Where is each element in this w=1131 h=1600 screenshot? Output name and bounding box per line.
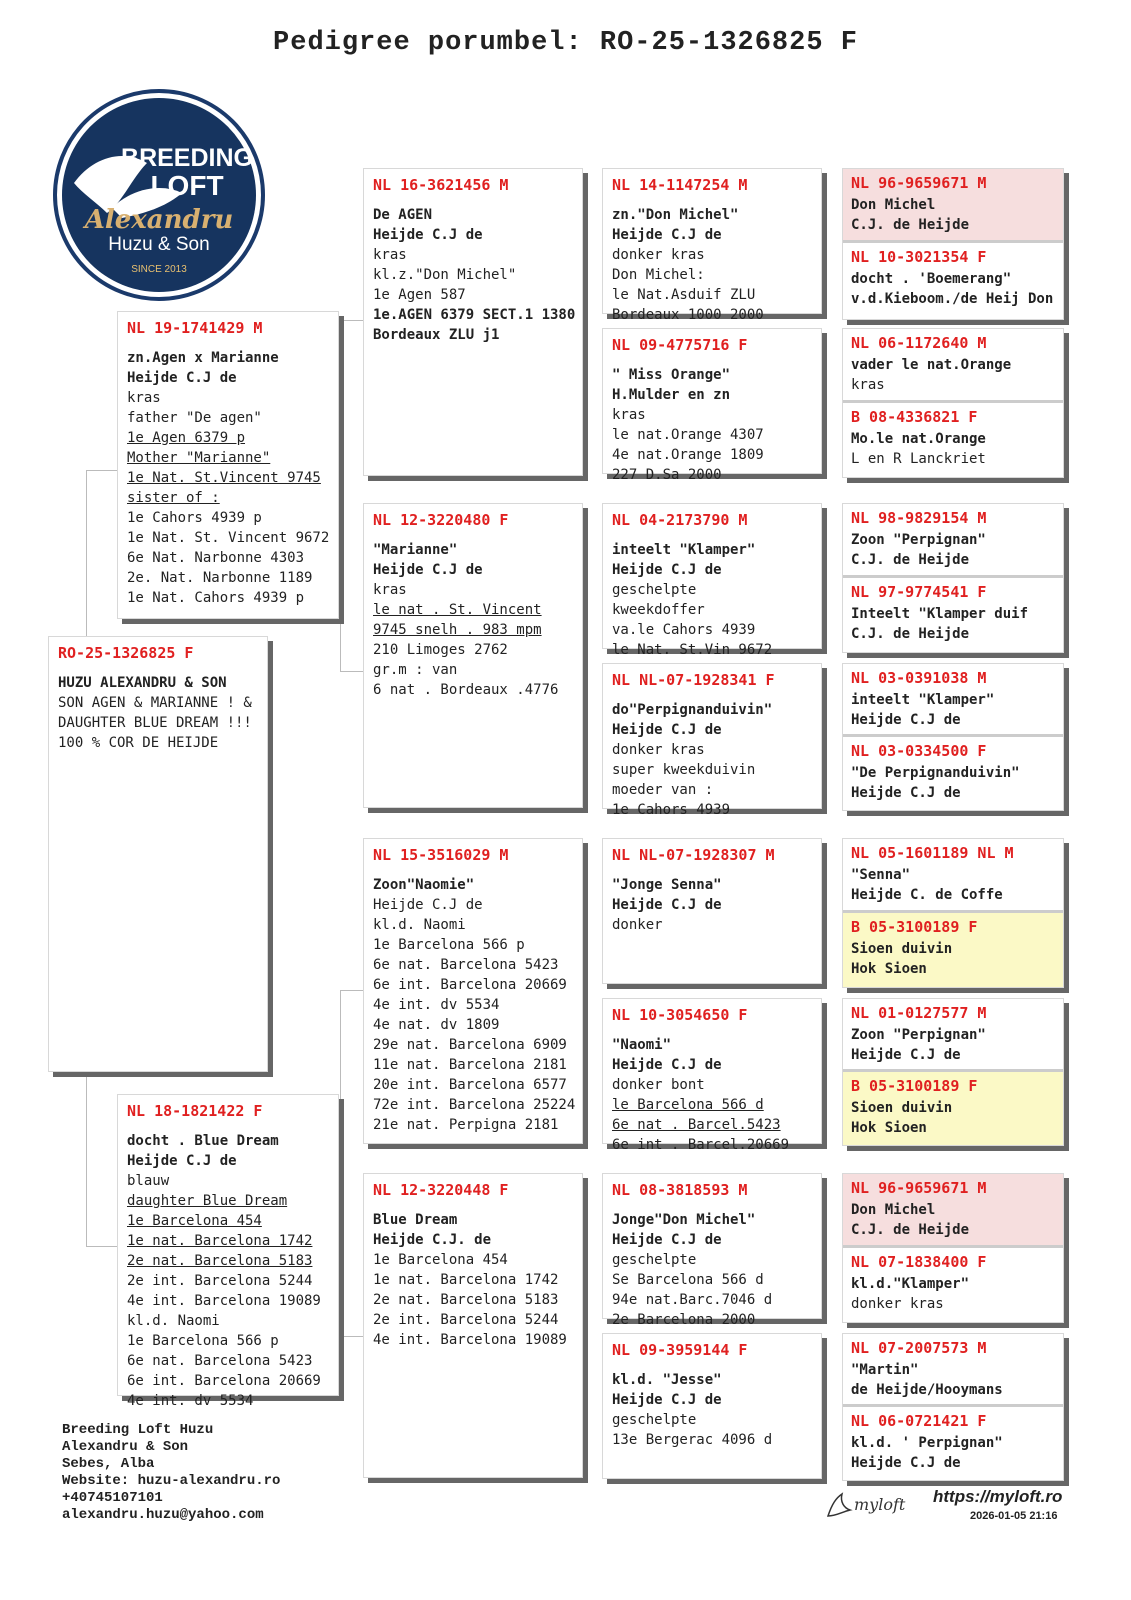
gen4-pair-2 (842, 503, 1064, 653)
gen4-ring: B 05-3100189 F (851, 1077, 978, 1095)
gen3-line: donker (612, 917, 663, 933)
dam-line: blauw (127, 1173, 170, 1189)
footer-phone[interactable]: +40745107101 (62, 1490, 163, 1506)
gen2-line: Heijde C.J de (373, 227, 483, 243)
gen4-line: "De Perpignanduivin" (851, 765, 1020, 781)
gen3-line: Don Michel: (612, 267, 705, 283)
dam-line: 2e int. Barcelona 5244 (127, 1273, 313, 1289)
gen4-line: Hok Sioen (851, 961, 927, 977)
gen4-line: Don Michel (851, 1202, 936, 1218)
gen4-card-14[interactable] (843, 1334, 1063, 1407)
sire-line: father "De agen" (127, 410, 262, 426)
gen3-card-0[interactable] (602, 168, 822, 323)
gen4-ring: B 08-4336821 F (851, 408, 978, 426)
gen4-pair-4 (842, 838, 1064, 988)
gen3-line: " Miss Orange" (612, 367, 731, 383)
gen3-line: Heijde C.J de (612, 1057, 722, 1073)
gen2-line: 29e nat. Barcelona 6909 (373, 1037, 567, 1053)
dam-line: 4e int. Barcelona 19089 (127, 1293, 321, 1309)
gen2-line: Zoon"Naomie" (373, 877, 475, 893)
gen4-line: C.J. de Heijde (851, 552, 970, 568)
gen3-line: H.Mulder en zn (612, 387, 731, 403)
sire-line: kras (127, 390, 161, 406)
dam-line: Heijde C.J de (127, 1153, 237, 1169)
gen4-line: kl.d."Klamper" (851, 1276, 970, 1292)
gen2-line: le nat . St. Vincent (373, 602, 542, 618)
logo-line2: LOFT (150, 170, 224, 201)
gen2-line: Heijde C.J. de (373, 1232, 492, 1248)
dam-line: 6e int. Barcelona 20669 (127, 1373, 321, 1389)
gen3-ring: NL 09-4775716 F (612, 336, 748, 354)
sire-line: 6e Nat. Narbonne 4303 (127, 550, 305, 566)
gen4-line: donker kras (851, 1296, 944, 1312)
gen4-pair-1 (842, 328, 1064, 478)
gen3-line: 94e nat.Barc.7046 d (612, 1292, 773, 1308)
gen3-line: super kweekduivin (612, 762, 756, 778)
gen4-card-12[interactable] (843, 1174, 1063, 1248)
gen2-line: 4e int. dv 5534 (373, 997, 500, 1013)
gen4-line: Heijde C.J de (851, 712, 961, 728)
gen4-line: "Senna" (851, 867, 911, 883)
gen3-ring: NL 08-3818593 M (612, 1181, 748, 1199)
logo-since: SINCE 2013 (131, 264, 187, 275)
myloft-text: myloft (854, 1495, 906, 1514)
gen3-line: 1e Cahors 4939 (612, 802, 731, 818)
sire-line: 1e Nat. St.Vincent 9745 (127, 470, 321, 486)
sire-line: 1e Nat. St. Vincent 9672 (127, 530, 330, 546)
gen4-line: L en R Lanckriet (851, 451, 986, 467)
gen4-card-4[interactable] (843, 504, 1063, 578)
gen2-line: 6e nat. Barcelona 5423 (373, 957, 559, 973)
gen2-line: 1e.AGEN 6379 SECT.1 1380 (373, 307, 576, 323)
gen4-line: kl.d. ' Perpignan" (851, 1435, 1003, 1451)
gen2-line: 11e nat. Barcelona 2181 (373, 1057, 567, 1073)
gen4-line: docht . 'Boemerang" (851, 271, 1012, 287)
gen2-line: Heijde C.J de (373, 897, 483, 913)
gen3-line: le Nat. St.Vin 9672 (612, 642, 773, 658)
gen4-pair-3 (842, 663, 1064, 811)
gen2-line: 1e Barcelona 566 p (373, 937, 525, 953)
gen4-line: Zoon "Perpignan" (851, 532, 986, 548)
dam-line: daughter Blue Dream (127, 1193, 288, 1209)
subject-card[interactable] (48, 636, 268, 1072)
gen3-line: Jonge"Don Michel" (612, 1212, 756, 1228)
gen2-ring: NL 12-3220448 F (373, 1181, 509, 1199)
sire-card[interactable] (117, 311, 339, 619)
gen3-line: 13e Bergerac 4096 d (612, 1432, 773, 1448)
dam-card[interactable] (117, 1094, 339, 1409)
gen2-line: 1e Agen 587 (373, 287, 466, 303)
sire-line: Mother "Marianne" (127, 450, 271, 466)
dam-ring: NL 18-1821422 F (127, 1102, 263, 1120)
footer-email[interactable]: alexandru.huzu@yahoo.com (62, 1507, 264, 1523)
gen2-card-2[interactable] (363, 838, 583, 1144)
gen2-line: De AGEN (373, 207, 433, 223)
subject-line: 100 % COR DE HEIJDE (58, 735, 219, 751)
gen2-ring: NL 16-3621456 M (373, 176, 509, 194)
gen3-line: geschelpte (612, 1252, 697, 1268)
gen4-line: v.d.Kieboom./de Heij Don (851, 291, 1054, 307)
sire-line: sister of : (127, 490, 220, 506)
gen3-ring: NL NL-07-1928307 M (612, 846, 775, 864)
gen2-line: Bordeaux ZLU j1 (373, 327, 500, 343)
sire-line: 1e Agen 6379 p (127, 430, 246, 446)
sire-line: zn.Agen x Marianne (127, 350, 279, 366)
contact-footer (62, 1422, 280, 1524)
dam-line: kl.d. Naomi (127, 1313, 220, 1329)
gen2-line: 2e nat. Barcelona 5183 (373, 1292, 559, 1308)
dam-line: 1e Barcelona 566 p (127, 1333, 279, 1349)
gen2-line: 210 Limoges 2762 (373, 642, 508, 658)
gen4-pair-7 (842, 1333, 1064, 1481)
gen2-ring: NL 15-3516029 M (373, 846, 509, 864)
footer-website[interactable]: Website: huzu-alexandru.ro (62, 1473, 281, 1489)
gen3-line: geschelpte (612, 582, 697, 598)
gen4-card-9[interactable] (843, 913, 1063, 987)
print-date: 2026-01-05 21:16 (970, 1510, 1058, 1522)
myloft-url[interactable]: https://myloft.ro (933, 1487, 1063, 1506)
gen4-line: C.J. de Heijde (851, 1222, 970, 1238)
gen2-card-1[interactable] (363, 503, 583, 808)
dam-line: 4e int. dv 5534 (127, 1393, 254, 1409)
gen3-line: "Naomi" (612, 1037, 672, 1053)
gen2-line: "Marianne" (373, 542, 458, 558)
gen2-line: 20e int. Barcelona 6577 (373, 1077, 567, 1093)
gen3-card-6[interactable] (602, 1173, 822, 1328)
gen3-line: "Jonge Senna" (612, 877, 722, 893)
subject-line: HUZU ALEXANDRU & SON (58, 675, 227, 691)
gen4-ring: NL 97-9774541 F (851, 583, 987, 601)
gen4-line: kras (851, 377, 885, 393)
gen3-line: 227 D.Sa 2000 (612, 467, 722, 483)
gen4-ring: B 05-3100189 F (851, 918, 978, 936)
sire-ring: NL 19-1741429 M (127, 319, 263, 337)
gen2-line: 1e Barcelona 454 (373, 1252, 508, 1268)
gen4-line: Heijde C.J de (851, 1047, 961, 1063)
gen4-card-7[interactable] (843, 737, 1063, 810)
myloft-logo (822, 1486, 932, 1526)
gen2-line: gr.m : van (373, 662, 458, 678)
gen3-line: Heijde C.J de (612, 722, 722, 738)
gen4-line: Mo.le nat.Orange (851, 431, 986, 447)
gen3-line: donker bont (612, 1077, 705, 1093)
gen3-line: le Barcelona 566 d (612, 1097, 764, 1113)
gen3-line: kras (612, 407, 646, 423)
gen3-line: le Nat.Asduif ZLU (612, 287, 756, 303)
gen4-card-10[interactable] (843, 999, 1063, 1072)
gen4-line: Don Michel (851, 197, 936, 213)
gen4-ring: NL 98-9829154 M (851, 509, 987, 527)
gen3-card-2[interactable] (602, 503, 822, 658)
logo-name: Huzu & Son (108, 234, 210, 255)
page-title: Pedigree porumbel: RO-25-1326825 F (273, 28, 858, 58)
gen4-card-13[interactable] (843, 1248, 1063, 1322)
gen2-line: 4e int. Barcelona 19089 (373, 1332, 567, 1348)
gen3-line: moeder van : (612, 782, 714, 798)
subject-ring: RO-25-1326825 F (58, 644, 194, 662)
dam-line: docht . Blue Dream (127, 1133, 279, 1149)
gen3-line: va.le Cahors 4939 (612, 622, 756, 638)
sire-line: 2e. Nat. Narbonne 1189 (127, 570, 313, 586)
gen4-card-0[interactable] (843, 169, 1063, 243)
gen4-ring: NL 07-2007573 M (851, 1339, 987, 1357)
gen3-line: zn."Don Michel" (612, 207, 739, 223)
sire-line: Heijde C.J de (127, 370, 237, 386)
gen4-pair-0 (842, 168, 1064, 320)
gen4-ring: NL 06-0721421 F (851, 1412, 987, 1430)
gen4-ring: NL 10-3021354 F (851, 248, 987, 266)
dam-line: 1e Barcelona 454 (127, 1213, 262, 1229)
gen3-ring: NL 04-2173790 M (612, 511, 748, 529)
gen4-ring: NL 06-1172640 M (851, 334, 987, 352)
gen4-card-15[interactable] (843, 1407, 1063, 1480)
gen3-line: le nat.Orange 4307 (612, 427, 764, 443)
gen4-line: inteelt "Klamper" (851, 692, 995, 708)
sire-line: 1e Nat. Cahors 4939 p (127, 590, 305, 606)
gen4-card-5[interactable] (843, 578, 1063, 652)
gen3-line: Bordeaux 1000 2000 (612, 307, 764, 323)
gen4-line: Hok Sioen (851, 1120, 927, 1136)
gen2-card-3[interactable] (363, 1173, 583, 1478)
gen4-card-8[interactable] (843, 839, 1063, 913)
connector-dam (340, 990, 363, 1337)
gen3-line: 6e nat . Barcel.5423 (612, 1117, 781, 1133)
gen4-card-2[interactable] (843, 329, 1063, 403)
gen4-ring: NL 03-0391038 M (851, 669, 987, 687)
subject-line: DAUGHTER BLUE DREAM !!! (58, 715, 252, 731)
gen4-pair-6 (842, 1173, 1064, 1323)
gen4-card-11[interactable] (843, 1072, 1063, 1145)
gen3-line: geschelpte (612, 1412, 697, 1428)
gen4-card-1[interactable] (843, 243, 1063, 319)
gen4-ring: NL 96-9659671 M (851, 1179, 987, 1197)
gen4-line: Heijde C.J de (851, 785, 961, 801)
logo-script: Alexandru (84, 205, 234, 235)
gen2-line: kl.z."Don Michel" (373, 267, 517, 283)
gen3-line: kl.d. "Jesse" (612, 1372, 722, 1388)
gen3-line: Heijde C.J de (612, 562, 722, 578)
gen3-line: 6e int . Barcel.20669 (612, 1137, 790, 1153)
gen3-ring: NL NL-07-1928341 F (612, 671, 775, 689)
gen4-line: C.J. de Heijde (851, 626, 970, 642)
gen3-line: donker kras (612, 742, 705, 758)
subject-line: SON AGEN & MARIANNE ! & (58, 695, 252, 711)
breeding-loft-logo (52, 88, 266, 302)
footer-line: Sebes, Alba (62, 1456, 155, 1472)
gen4-line: Heijde C. de Coffe (851, 887, 1003, 903)
logo-line1: BREEDING (121, 144, 253, 172)
sire-line: 1e Cahors 4939 p (127, 510, 262, 526)
gen4-ring: NL 03-0334500 F (851, 742, 987, 760)
gen2-line: 6 nat . Bordeaux .4776 (373, 682, 559, 698)
gen4-line: Sioen duivin (851, 941, 953, 957)
gen2-line: kl.d. Naomi (373, 917, 466, 933)
gen3-line: kweekdoffer (612, 602, 705, 618)
gen4-line: C.J. de Heijde (851, 217, 970, 233)
gen3-line: Se Barcelona 566 d (612, 1272, 764, 1288)
gen3-line: inteelt "Klamper" (612, 542, 756, 558)
gen3-line: do"Perpignanduivin" (612, 702, 773, 718)
gen4-line: Zoon "Perpignan" (851, 1027, 986, 1043)
gen4-card-6[interactable] (843, 664, 1063, 737)
gen4-line: Inteelt "Klamper duif (851, 606, 1029, 622)
gen4-pair-5 (842, 998, 1064, 1146)
gen2-line: 2e int. Barcelona 5244 (373, 1312, 559, 1328)
gen4-line: de Heijde/Hooymans (851, 1382, 1003, 1398)
gen2-line: 21e nat. Perpigna 2181 (373, 1117, 559, 1133)
gen2-ring: NL 12-3220480 F (373, 511, 509, 529)
gen3-line: Heijde C.J de (612, 1392, 722, 1408)
gen4-ring: NL 05-1601189 NL M (851, 844, 1014, 862)
gen3-line: 4e nat.Orange 1809 (612, 447, 764, 463)
gen3-line: 2e Barcelona 2000 (612, 1312, 756, 1328)
gen3-card-1[interactable] (602, 328, 822, 483)
dam-line: 6e nat. Barcelona 5423 (127, 1353, 313, 1369)
gen4-ring: NL 96-9659671 M (851, 174, 987, 192)
dam-line: 1e nat. Barcelona 1742 (127, 1233, 313, 1249)
footer-line: Breeding Loft Huzu (62, 1422, 214, 1438)
footer-line: Alexandru & Son (62, 1439, 189, 1455)
gen4-line: Sioen duivin (851, 1100, 953, 1116)
gen3-card-7[interactable] (602, 1333, 822, 1479)
gen3-card-5[interactable] (602, 998, 822, 1153)
gen4-line: Heijde C.J de (851, 1455, 961, 1471)
gen2-line: 72e int. Barcelona 25224 (373, 1097, 576, 1113)
gen3-ring: NL 14-1147254 M (612, 176, 748, 194)
gen3-ring: NL 09-3959144 F (612, 1341, 748, 1359)
dam-line: 2e nat. Barcelona 5183 (127, 1253, 313, 1269)
gen4-ring: NL 01-0127577 M (851, 1004, 987, 1022)
gen2-card-0[interactable] (363, 168, 583, 476)
gen3-line: donker kras (612, 247, 705, 263)
gen2-line: 1e nat. Barcelona 1742 (373, 1272, 559, 1288)
gen3-card-3[interactable] (602, 663, 822, 818)
gen2-line: Heijde C.J de (373, 562, 483, 578)
gen2-line: 4e nat. dv 1809 (373, 1017, 500, 1033)
gen3-card-4[interactable] (602, 838, 822, 984)
gen3-ring: NL 10-3054650 F (612, 1006, 748, 1024)
gen3-line: Heijde C.J de (612, 1232, 722, 1248)
gen2-line: kras (373, 247, 407, 263)
gen2-line: Blue Dream (373, 1212, 458, 1228)
gen2-line: 9745 snelh . 983 mpm (373, 622, 542, 638)
gen4-ring: NL 07-1838400 F (851, 1253, 987, 1271)
gen3-line: Heijde C.J de (612, 897, 722, 913)
gen4-card-3[interactable] (843, 403, 1063, 477)
gen4-line: vader le nat.Orange (851, 357, 1012, 373)
gen2-line: 6e int. Barcelona 20669 (373, 977, 567, 993)
gen4-line: "Martin" (851, 1362, 919, 1378)
gen3-line: Heijde C.J de (612, 227, 722, 243)
gen2-line: kras (373, 582, 407, 598)
connector-sire (340, 320, 363, 672)
